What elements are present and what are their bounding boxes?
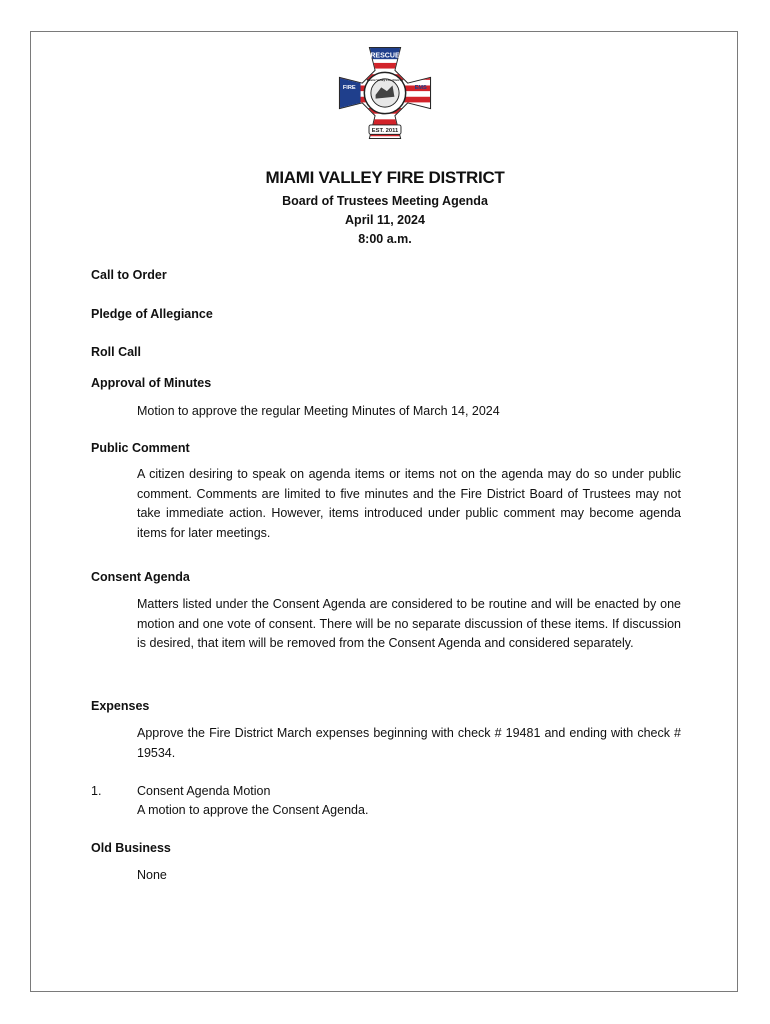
agenda-subtitle: Board of Trustees Meeting Agenda [282, 194, 488, 208]
heading-public-comment: Public Comment [91, 441, 190, 455]
motion-number: 1. [91, 784, 102, 798]
approval-text: Motion to approve the regular Meeting Minutes of March 14, 2024 [137, 404, 500, 418]
consent-agenda-text: Matters listed under the Consent Agenda are considered to be routine and will be enacted by one motion and one vote of consent. There will be no separate discussion of these items. If discussion is desired, that item will be removed from the Consent Agenda and considered separately. [137, 597, 681, 650]
fire-district-logo [338, 46, 432, 140]
motion-text: A motion to approve the Consent Agenda. [137, 803, 369, 817]
heading-pledge: Pledge of Allegiance [91, 307, 213, 321]
svg-text:EST. 2011: EST. 2011 [371, 128, 399, 135]
heading-expenses: Expenses [91, 699, 150, 713]
svg-text:FIRE: FIRE [342, 85, 356, 92]
page-title: MIAMI VALLEY FIRE DISTRICT [265, 168, 505, 187]
meeting-time: 8:00 a.m. [358, 232, 412, 246]
svg-text:Miami Valley Fire District: Miami Valley Fire District [366, 77, 404, 82]
public-comment-text: A citizen desiring to speak on agenda items or items not on the agenda may do so under public comment. Comments are limited to five minutes and the Fire District Board of Trustees may not take immediate action. However, items introduced under public comment may become agenda items for later meetings. [137, 467, 681, 540]
svg-text:EMS: EMS [414, 85, 427, 92]
old-business-text: None [137, 868, 167, 882]
heading-roll-call: Roll Call [91, 345, 142, 359]
heading-consent-agenda: Consent Agenda [91, 570, 190, 584]
heading-call-to-order: Call to Order [91, 268, 167, 282]
heading-old-business: Old Business [91, 841, 171, 855]
meeting-date: April 11, 2024 [345, 213, 425, 227]
expenses-text: Approve the Fire District March expenses beginning with check # 19481 and ending with check # 19534. [137, 726, 681, 760]
heading-approval-of-minutes: Approval of Minutes [91, 376, 212, 390]
agenda-page [30, 31, 738, 992]
motion-title: Consent Agenda Motion [137, 784, 271, 798]
svg-text:RESCUE: RESCUE [370, 52, 400, 60]
